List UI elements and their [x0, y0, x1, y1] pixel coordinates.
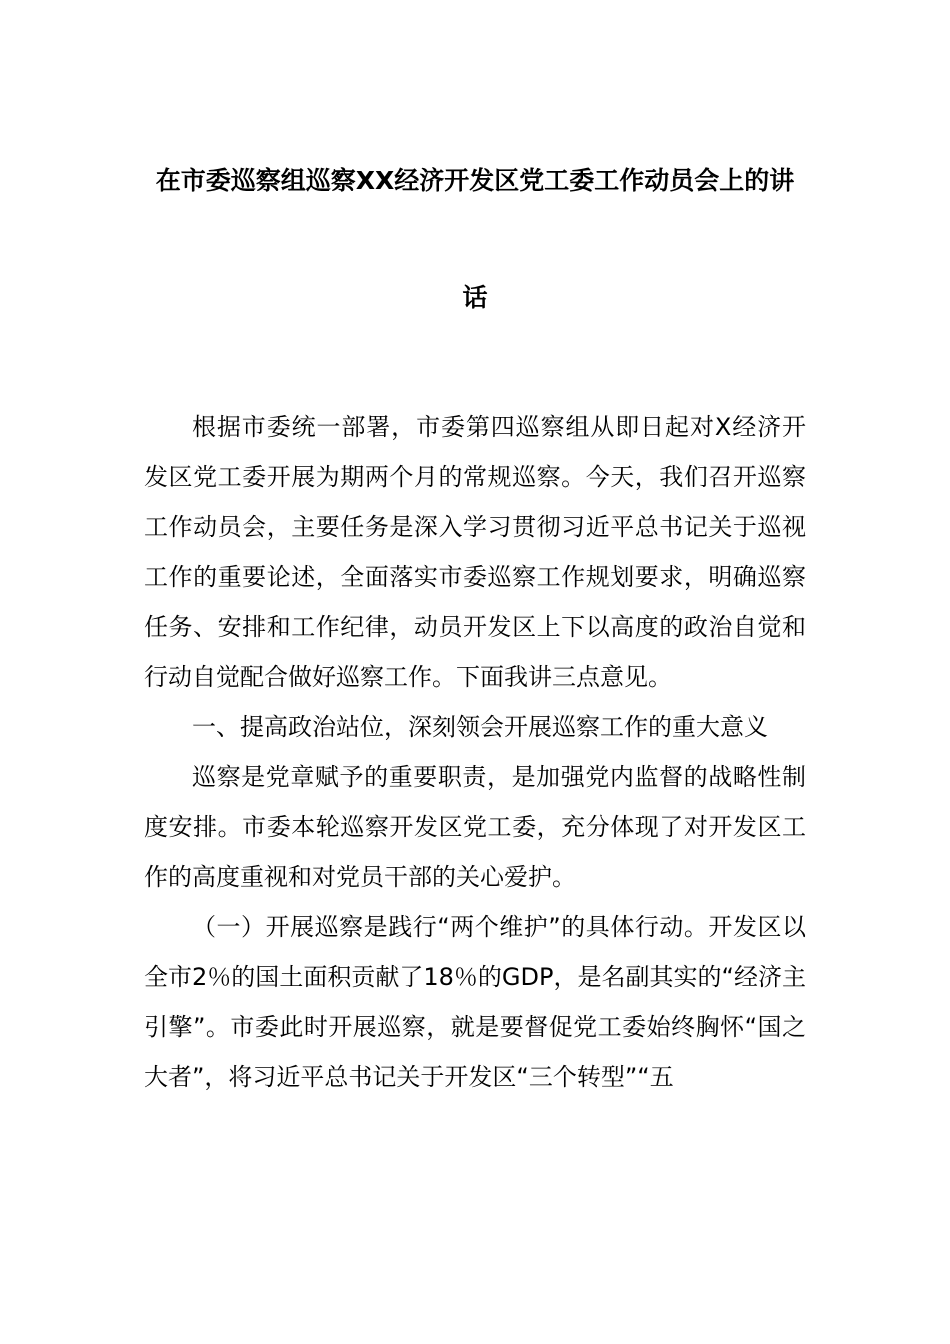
section-heading-1: 一、提高政治站位，深刻领会开展巡察工作的重大意义 [192, 713, 768, 741]
paragraph-section-1: 巡察是党章赋予的重要职责，是加强党内监督的战略性制度安排。市委本轮巡察开发区党工委，充分体现了对开发区工作的高度重视和对党员干部的关心爱护。 [144, 763, 806, 891]
document-title-line-2: 话 [462, 283, 488, 312]
paragraph-intro: 根据市委统一部署，市委第四巡察组从即日起对X经济开发区党工委开展为期两个月的常规巡察。今天，我们召开巡察工作动员会，主要任务是深入学习贯彻习近平总书记关于巡视工作的重要论述，全面落实市委巡察工作规划要求，明确巡察任务、安排和工作纪律，动员开发区上下以高度的政治自觉和行动自觉配合做好巡察工作。下面我讲三点意见。 [144, 413, 806, 691]
document-title-line-1: 在市委巡察组巡察XX经济开发区党工委工作动员会上的讲 [155, 166, 795, 195]
document-body [144, 402, 806, 1102]
paragraph-subsection-1: （一）开展巡察是践行“两个维护”的具体行动。开发区以全市2％的国土面积贡献了18％的GDP，是名副其实的“经济主引擎”。市委此时开展巡察，就是要督促党工委始终胸怀“国之大者”，将习近平总书记关于开发区“三个转型”“五 [144, 913, 806, 1091]
